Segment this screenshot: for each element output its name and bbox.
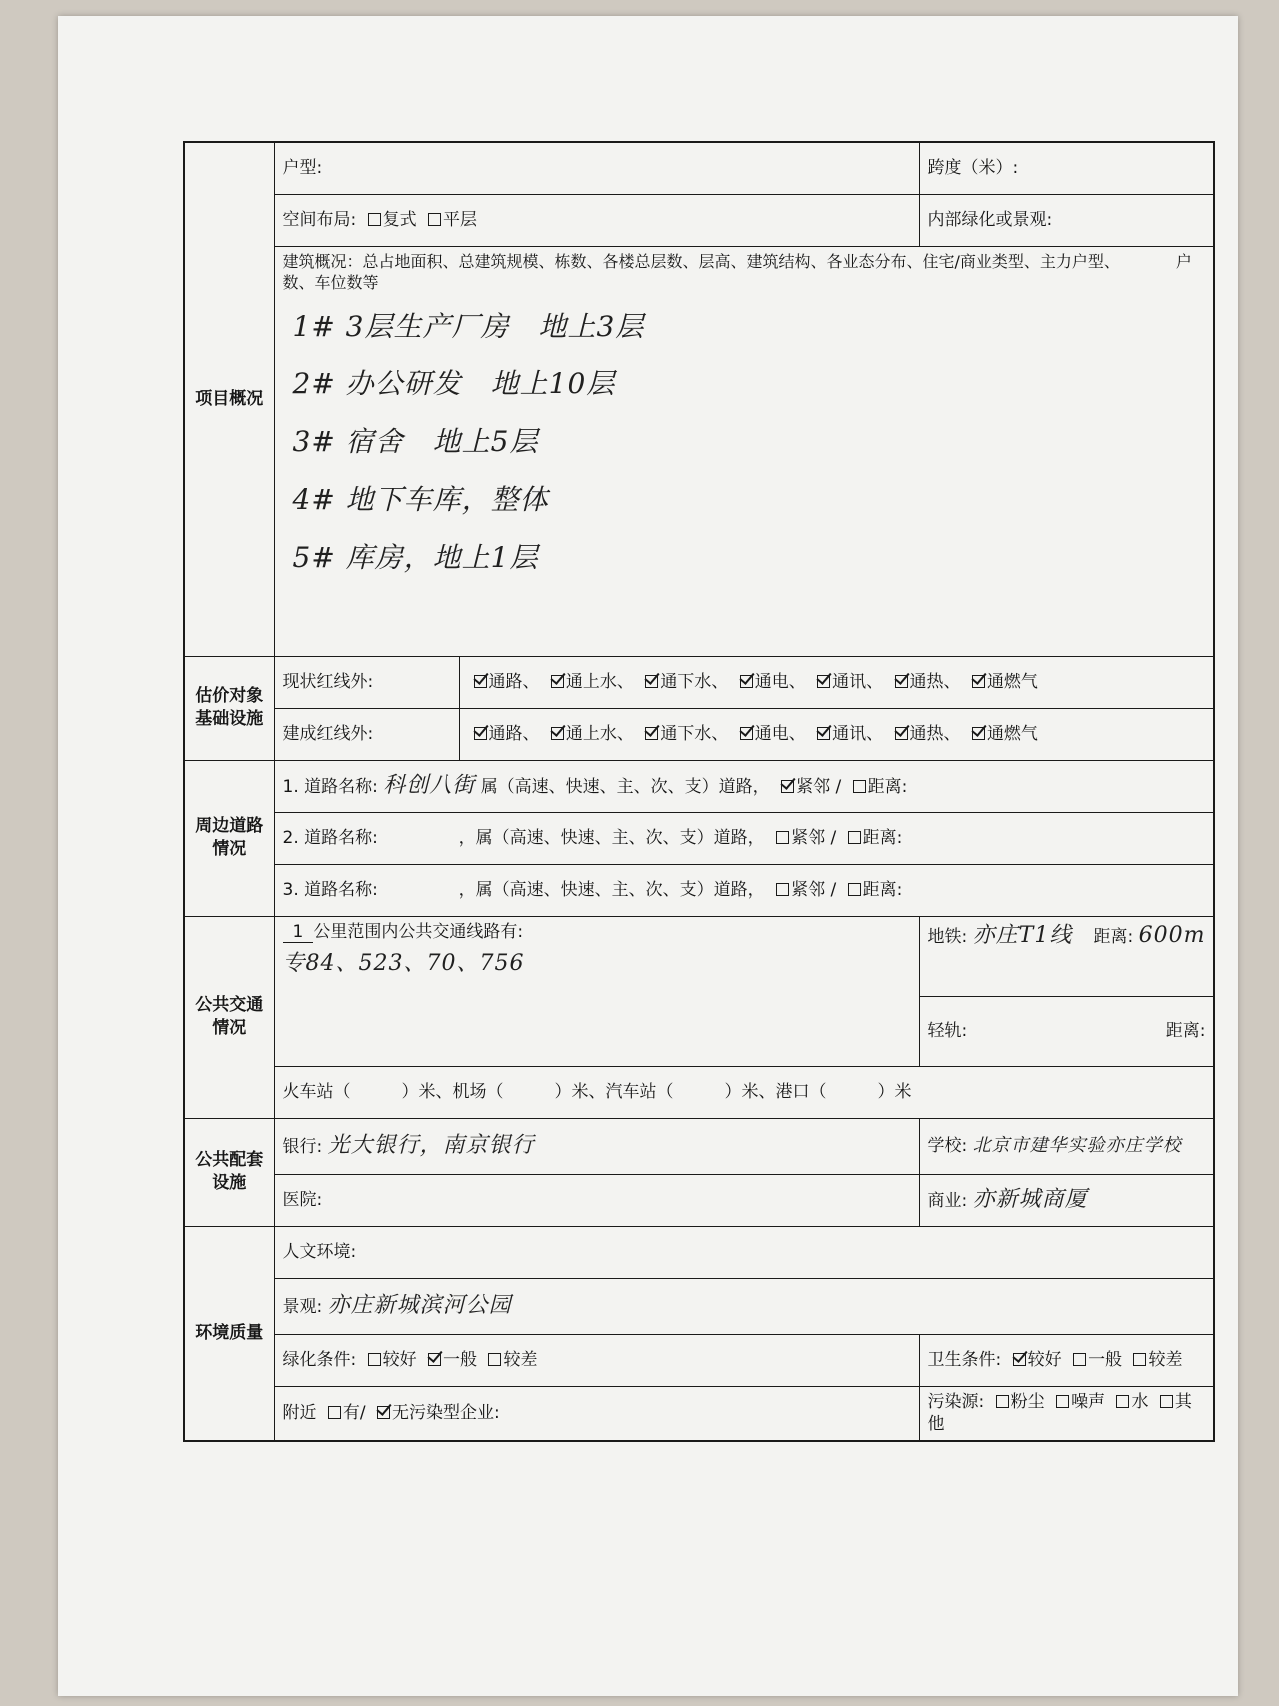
green-good-label: 较好 [382,1349,417,1370]
layout-field [274,194,919,246]
section-facilities: 公共配套设施 [184,1118,274,1226]
built-drainage-checkbox[interactable] [645,727,658,740]
road-distance-label: 距离: [867,777,908,798]
current-water-supply-checkbox[interactable] [551,675,564,688]
green-normal-label: 一般 [443,1349,478,1370]
road-label: 2. 道路名称: [282,827,378,848]
road-adjacent-label: 紧邻 [796,777,831,798]
pollution-other-label: 其他 [927,1391,1192,1435]
layout-label: 空间布局: [282,209,357,230]
span-field[interactable] [919,142,1214,194]
hospital-label: 医院: [282,1189,323,1210]
commerce-field[interactable] [919,1174,1214,1226]
greening-field[interactable] [919,194,1214,246]
metro-distance: 600m [1138,922,1206,948]
scenery-label: 景观: [282,1297,323,1318]
current-heat-checkbox[interactable] [895,675,908,688]
item-label: 通上水 [565,723,617,744]
road-adjacent-label: 紧邻 [791,879,826,900]
light-rail-field[interactable] [919,996,1214,1066]
green-poor-label: 较差 [503,1349,538,1370]
built-checklist: 通路、 通上水、 通下水、 通电、 通讯、 通热、 通燃气 [459,708,1214,760]
light-rail-distance-label: 距离: [1165,1020,1206,1041]
sanitation-good-checkbox[interactable] [1013,1353,1026,1366]
commerce-value: 亦新城商厦 [972,1187,1088,1213]
building-desc-field[interactable] [274,246,1214,656]
pollution-other-checkbox[interactable] [1160,1395,1173,1408]
layout-flat-label: 平层 [443,209,478,230]
bank-field[interactable] [274,1118,919,1174]
item-label: 通电 [754,723,789,744]
green-good-checkbox[interactable] [368,1353,381,1366]
current-drainage-checkbox[interactable] [645,675,658,688]
document-page [58,16,1238,1696]
school-label: 学校: [927,1135,968,1156]
section-infra: 估价对象基础设施 [184,656,274,760]
pollution-dust-label: 粉尘 [1010,1391,1045,1412]
road-distance-checkbox[interactable] [848,831,861,844]
item-label: 通电 [754,671,789,692]
school-field[interactable] [919,1118,1214,1174]
section-transit: 公共交通情况 [184,916,274,1118]
bank-value: 光大银行，南京银行 [327,1133,535,1159]
road-name[interactable]: 科创八街 [383,773,476,799]
sanitation-label: 卫生条件: [927,1349,1002,1370]
bus-lines: 专84、523、70、756 [282,951,525,977]
road-row: 1. 道路名称: 科创八街 属（高速、快速、主、次、支）道路， 紧邻 / 距离: [274,760,1214,812]
road-label: 3. 道路名称: [282,879,378,900]
light-rail-label: 轻轨: [927,1020,968,1041]
pollution-label: 污染源: [927,1391,985,1412]
nearby-yes-label: 有/ [342,1402,366,1423]
item-label: 通燃气 [986,723,1038,744]
built-gas-checkbox[interactable] [972,727,985,740]
school-value: 北京市建华实验亦庄学校 [972,1134,1182,1156]
pollution-dust-checkbox[interactable] [996,1395,1009,1408]
scenery-field[interactable] [274,1278,1214,1334]
scenery-value: 亦庄新城滨河公园 [327,1293,512,1319]
unit-type-field[interactable] [274,142,919,194]
handwritten-line: 5# 库房，地上1层 [292,540,539,574]
bus-field[interactable] [274,916,919,1066]
built-water-supply-checkbox[interactable] [551,727,564,740]
current-gas-checkbox[interactable] [972,675,985,688]
road-row: 2. 道路名称: ，属（高速、快速、主、次、支）道路， 紧邻 / 距离: [274,812,1214,864]
bank-label: 银行: [282,1137,323,1158]
current-label: 现状红线外: [274,656,459,708]
item-label: 通上水 [565,671,617,692]
metro-label: 地铁: [927,926,968,947]
road-label: 1. 道路名称: [282,777,378,798]
item-label: 通路 [488,671,523,692]
item-label: 通热 [909,671,944,692]
hospital-field[interactable] [274,1174,919,1226]
current-road-checkbox[interactable] [474,675,487,688]
road-distance-label: 距离: [862,827,903,848]
green-field [274,1334,919,1386]
green-normal-checkbox[interactable] [428,1353,441,1366]
handwritten-line: 2# 办公研发 地上10层 [292,367,616,401]
sanitation-poor-label: 较差 [1148,1349,1183,1370]
commerce-label: 商业: [927,1191,968,1212]
current-power-checkbox[interactable] [740,675,753,688]
sanitation-good-label: 较好 [1027,1349,1062,1370]
bus-label: 公里范围内公共交通线路有: [313,921,524,942]
built-heat-checkbox[interactable] [895,727,908,740]
bus-radius: 1 [283,922,314,943]
built-label: 建成红线外: [274,708,459,760]
pollution-water-label: 水 [1131,1391,1149,1412]
span-label: 跨度（米）: [927,157,1019,178]
sanitation-poor-checkbox[interactable] [1133,1353,1146,1366]
layout-duplex-checkbox[interactable] [368,213,381,226]
item-label: 通路 [488,723,523,744]
road-adjacent-checkbox[interactable] [776,831,789,844]
handwritten-line: 4# 地下车库，整体 [292,483,549,517]
built-power-checkbox[interactable] [740,727,753,740]
culture-label: 人文环境: [282,1241,357,1262]
item-label: 通讯 [832,671,867,692]
section-roads: 周边道路情况 [184,760,274,916]
nearby-no-checkbox[interactable] [377,1406,390,1419]
road-type: ，属（高速、快速、主、次、支）道路， [458,827,765,848]
green-label: 绿化条件: [282,1349,357,1370]
road-adjacent-checkbox[interactable] [781,780,794,793]
unit-type-label: 户型: [282,157,323,178]
sanitation-field [919,1334,1214,1386]
item-label: 通燃气 [986,671,1038,692]
item-label: 通下水 [660,723,712,744]
metro-value: 亦庄T1线 [972,922,1073,948]
pollution-water-checkbox[interactable] [1116,1395,1129,1408]
greening-label: 内部绿化或景观: [927,209,1053,230]
nearby-no-label: 无污染型企业: [392,1402,500,1423]
green-poor-checkbox[interactable] [488,1353,501,1366]
current-telecom-checkbox[interactable] [817,675,830,688]
pollution-field [919,1386,1214,1441]
road-adjacent-label: 紧邻 [791,827,826,848]
road-type: 属（高速、快速、主、次、支）道路， [480,777,770,798]
road-type: ，属（高速、快速、主、次、支）道路， [458,879,765,900]
road-distance-checkbox[interactable] [848,883,861,896]
built-road-checkbox[interactable] [474,727,487,740]
metro-distance-label: 距离: [1093,926,1134,947]
built-telecom-checkbox[interactable] [817,727,830,740]
building-desc-label: 建筑概况：总占地面积、总建筑规模、栋数、各楼总层数、层高、建筑结构、各业态分布、住宅/商业类型、主力户型、 户数、车位数等 [282,251,1192,293]
current-checklist: 通路、 通上水、 通下水、 通电、 通讯、 通热、 通燃气 [459,656,1214,708]
layout-flat-checkbox[interactable] [428,213,441,226]
handwritten-line: 3# 宿舍 地上5层 [292,425,539,459]
item-label: 通热 [909,723,944,744]
handwritten-line: 1# 3层生产厂房 地上3层 [292,309,645,343]
layout-duplex-label: 复式 [382,209,417,230]
nearby-field [274,1386,919,1441]
road-distance-checkbox[interactable] [853,780,866,793]
item-label: 通下水 [660,671,712,692]
pollution-noise-label: 噪声 [1071,1391,1106,1412]
pollution-noise-checkbox[interactable] [1056,1395,1069,1408]
sanitation-normal-checkbox[interactable] [1073,1353,1086,1366]
item-label: 通讯 [832,723,867,744]
sanitation-normal-label: 一般 [1088,1349,1123,1370]
nearby-label: 附近 [282,1402,317,1423]
hubs-field[interactable]: 火车站（ ）米、机场（ ）米、汽车站（ ）米、港口（ ）米 [274,1066,1214,1118]
nearby-yes-checkbox[interactable] [328,1406,341,1419]
metro-field[interactable] [919,916,1214,996]
culture-field[interactable] [274,1226,1214,1278]
road-adjacent-checkbox[interactable] [776,883,789,896]
section-environment: 环境质量 [184,1226,274,1441]
section-overview: 项目概况 [184,142,274,656]
appraisal-form [183,141,1215,1442]
road-row: 3. 道路名称: ，属（高速、快速、主、次、支）道路， 紧邻 / 距离: [274,864,1214,916]
road-distance-label: 距离: [862,879,903,900]
